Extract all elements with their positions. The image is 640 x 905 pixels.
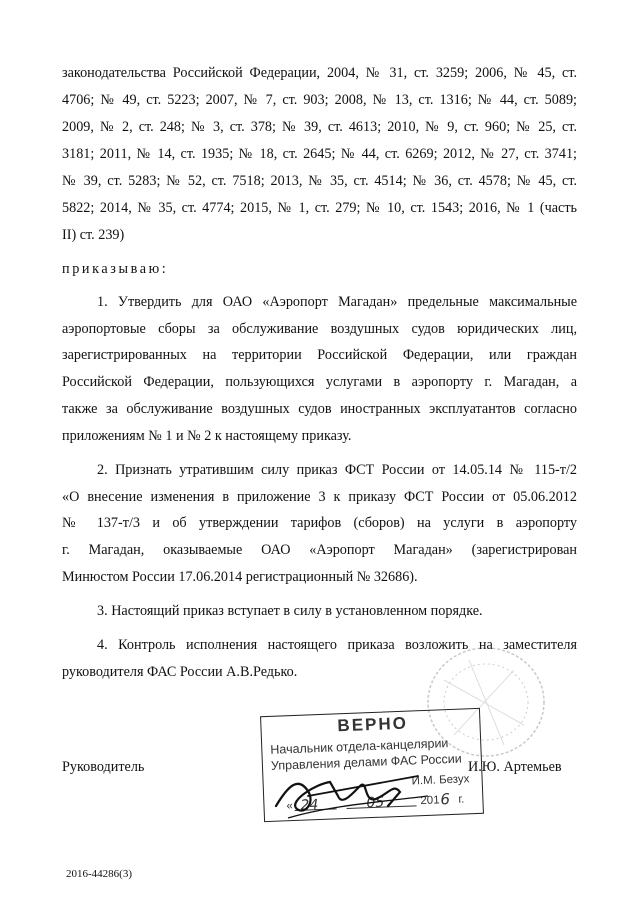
signer-name: И.Ю. Артемьев: [468, 759, 562, 775]
item2-line: Минюстом России 17.06.2014 регистрационный № 32686).: [62, 569, 418, 585]
item2-line: г. Магадан, оказываемые ОАО «Аэропорт Магадан» (зарегистрирован: [62, 542, 577, 558]
item3-line: 3. Настоящий приказ вступает в силу в установленном порядке.: [97, 603, 483, 619]
item1-line: также за обслуживание воздушных судов иностранных эксплуатантов согласно: [62, 401, 577, 417]
stamp-date: « 24 05 201 6 г.: [286, 790, 465, 814]
stamp-year-prefix: 201: [420, 794, 440, 808]
order-word: приказываю:: [62, 261, 169, 277]
body-line: 2009, № 2, ст. 248; № 3, ст. 378; № 39, ст. 4613; 2010, № 9, ст. 960; № 25, ст.: [62, 119, 577, 135]
body-line: II) ст. 239): [62, 227, 125, 243]
item2-line: 2. Признать утратившим силу приказ ФСТ России от 14.05.14 № 115-т/2: [97, 462, 577, 478]
item1-line: зарегистрированных на территории Российской Федерации, или граждан: [62, 347, 577, 363]
stamp-name: И.М. Безух: [411, 773, 470, 788]
item1-line: Российской Федерации, пользующихся услугами в аэропорту г. Магадан, а: [62, 374, 577, 390]
body-line: 4706; № 49, ст. 5223; 2007, № 7, ст. 903; 2008, № 13, ст. 1316; № 44, ст. 5089;: [62, 92, 577, 108]
item1-line: аэропортовые сборы за обслуживание воздушных судов юридических лиц,: [62, 321, 577, 337]
signer-title: Руководитель: [62, 759, 145, 775]
signature-icon: [268, 736, 478, 826]
item4-line: руководителя ФАС России А.В.Редько.: [62, 664, 298, 680]
document-code: 2016-44286(3): [66, 868, 132, 880]
stamp-line1: Начальник отдела-канцелярии: [270, 736, 449, 757]
body-line: № 39, ст. 5283; № 52, ст. 7518; 2013, № 35, ст. 4514; № 36, ст. 4578; № 45, ст.: [62, 173, 577, 189]
item4-line: 4. Контроль исполнения настоящего приказа возложить на заместителя: [97, 637, 577, 653]
stamp-title: ВЕРНО: [337, 713, 409, 736]
stamp-line2: Управления делами ФАС России: [270, 751, 462, 773]
stamp-year-suffix: 6: [440, 790, 451, 809]
item2-line: № 137-т/3 и об утверждении тарифов (сборов) на услуги в аэропорту: [62, 515, 577, 531]
stamp-day: 24: [300, 797, 319, 814]
stamp-month: 05: [366, 794, 385, 812]
body-line: законодательства Российской Федерации, 2004, № 31, ст. 3259; 2006, № 45, ст.: [62, 65, 577, 81]
body-line: 3181; 2011, № 14, ст. 1935; № 18, ст. 2645; № 44, ст. 6269; 2012, № 27, ст. 3741;: [62, 146, 577, 162]
body-line: 5822; 2014, № 35, ст. 4774; 2015, № 1, ст. 279; № 10, ст. 1543; 2016, № 1 (часть: [62, 200, 577, 216]
item2-line: «О внесение изменения в приложение 3 к приказу ФСТ России от 05.06.2012: [62, 489, 577, 505]
item1-line: приложениям № 1 и № 2 к настоящему приказу.: [62, 428, 352, 444]
stamp-year-end: г.: [458, 793, 465, 806]
item1-line: 1. Утвердить для ОАО «Аэропорт Магадан» предельные максимальные: [97, 294, 577, 310]
